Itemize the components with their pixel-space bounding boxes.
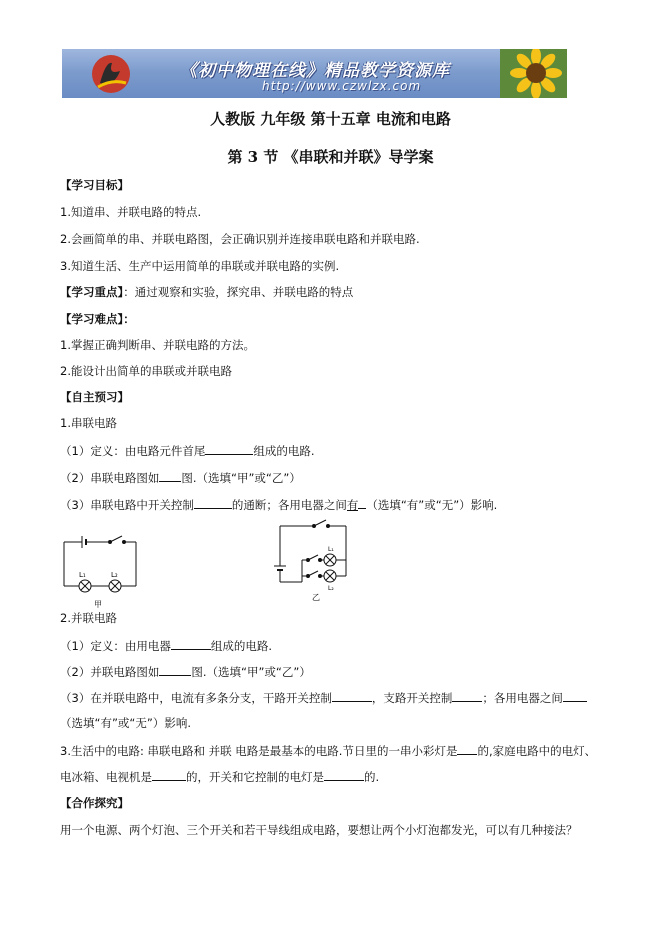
circuit-diagram-jia bbox=[56, 532, 146, 612]
diagram-caption-yi: 乙 bbox=[312, 593, 320, 602]
banner-title: 《初中物理在线》精品教学资源库 bbox=[180, 61, 450, 81]
answer-blank[interactable] bbox=[563, 690, 587, 702]
q-text: 的. bbox=[364, 770, 380, 784]
answer-blank[interactable] bbox=[205, 443, 253, 455]
answer-blank[interactable] bbox=[452, 690, 482, 702]
q-text: 3.生活中的电路: 串联电路和 并联 电路是最基本的电路.节日里的一串小彩灯是 bbox=[60, 744, 458, 758]
goal-item: 3.知道生活、生产中运用简单的串联或并联电路的实例. bbox=[60, 259, 340, 273]
difficulty-item: 2.能设计出简单的串联或并联电路 bbox=[60, 364, 232, 378]
q-text: （3）在并联电路中，电流有多条分支，干路开关控制 bbox=[60, 691, 332, 705]
q-text: （1）定义：由电路元件首尾 bbox=[60, 444, 206, 458]
sunflower-icon bbox=[500, 49, 567, 98]
answer-blank[interactable] bbox=[457, 743, 477, 755]
parallel-q3-cont: （选填“有”或“无”）影响. bbox=[60, 716, 191, 730]
cooperation-text: 用一个电源、两个灯泡、三个开关和若干导线组成电路，要想让两个小灯泡都发光，可以有几种接法？ bbox=[60, 823, 578, 837]
q-text: （2）串联电路图如 bbox=[60, 471, 160, 485]
q-text: 图.（选填“甲”或“乙”） bbox=[181, 471, 301, 485]
goals-heading: 【学习目标】 bbox=[60, 178, 129, 192]
difficulties-heading: 【学习难点】 bbox=[60, 312, 124, 326]
cooperation-heading: 【合作探究】 bbox=[60, 796, 129, 810]
series-q3 bbox=[60, 497, 497, 512]
preview-heading: 【自主预习】 bbox=[60, 390, 129, 404]
series-title: 1.串联电路 bbox=[60, 416, 117, 430]
key-points-line bbox=[60, 285, 353, 299]
key-points-text: ：通过观察和实验，探究串、并联电路的特点 bbox=[123, 285, 354, 299]
q-text: ，支路开关控制 bbox=[371, 691, 453, 705]
site-logo-icon bbox=[90, 53, 132, 95]
document-title: 人教版 九年级 第十五章 电流和电路 bbox=[210, 110, 451, 128]
q-text: 组成的电路. bbox=[210, 639, 272, 653]
key-points-heading: 【学习重点】 bbox=[60, 285, 124, 299]
banner-url[interactable]: http://www.czwlzx.com bbox=[262, 79, 422, 93]
header-banner bbox=[62, 49, 567, 98]
q-text: （3）串联电路中开关控制 bbox=[60, 498, 194, 512]
answer-blank[interactable] bbox=[152, 769, 186, 781]
lesson-title: 第 3 节 《串联和并联》导学案 bbox=[227, 148, 434, 166]
life-line-2 bbox=[60, 769, 379, 784]
q-text: 组成的电路. bbox=[253, 444, 315, 458]
life-line-1 bbox=[60, 743, 596, 758]
switch-lever bbox=[110, 536, 122, 542]
series-q1 bbox=[60, 443, 314, 458]
q-text: （2）并联电路图如 bbox=[60, 665, 160, 679]
q-text: （选填“有”或“无”）影响. bbox=[366, 498, 498, 512]
label-l1: L₁ bbox=[328, 546, 334, 553]
answer-blank[interactable] bbox=[159, 664, 191, 676]
difficulties-colon: ： bbox=[123, 312, 135, 326]
answer-blank[interactable] bbox=[171, 638, 211, 650]
goal-item: 2.会画简单的串、并联电路图，会正确识别并连接串联电路和并联电路. bbox=[60, 232, 420, 246]
answer-blank[interactable] bbox=[194, 497, 232, 509]
label-l2: L₂ bbox=[328, 585, 334, 592]
parallel-q2 bbox=[60, 664, 311, 679]
difficulties-heading-line bbox=[60, 312, 135, 326]
q-text: 的,家庭电路中的电灯、 bbox=[477, 744, 597, 758]
answer-blank[interactable] bbox=[332, 690, 372, 702]
series-q2 bbox=[60, 470, 301, 485]
parallel-title: 2.并联电路 bbox=[60, 611, 117, 625]
q-text: （1）定义：由用电器 bbox=[60, 639, 171, 653]
q-text: 电冰箱、电视机是 bbox=[60, 770, 152, 784]
label-l1: L₁ bbox=[79, 571, 86, 579]
diagram-caption-jia: 甲 bbox=[94, 600, 102, 609]
parallel-q1 bbox=[60, 638, 272, 653]
circuit-diagram-yi bbox=[272, 518, 362, 604]
answer-blank[interactable] bbox=[324, 769, 364, 781]
q-text: 图.（选填“甲”或“乙”） bbox=[191, 665, 311, 679]
answer-blank[interactable] bbox=[159, 470, 181, 482]
q-text: ；各用电器之间 bbox=[482, 691, 563, 705]
difficulty-item: 1.掌握正确判断串、并联电路的方法。 bbox=[60, 338, 255, 352]
goal-item: 1.知道串、并联电路的特点. bbox=[60, 205, 202, 219]
q-text: 的，开关和它控制的电灯是 bbox=[186, 770, 324, 784]
parallel-q3 bbox=[60, 690, 587, 705]
filled-answer: 有 bbox=[346, 498, 359, 512]
q-text: 的通断；各用电器之间 bbox=[231, 498, 347, 512]
label-l2: L₂ bbox=[111, 571, 118, 579]
